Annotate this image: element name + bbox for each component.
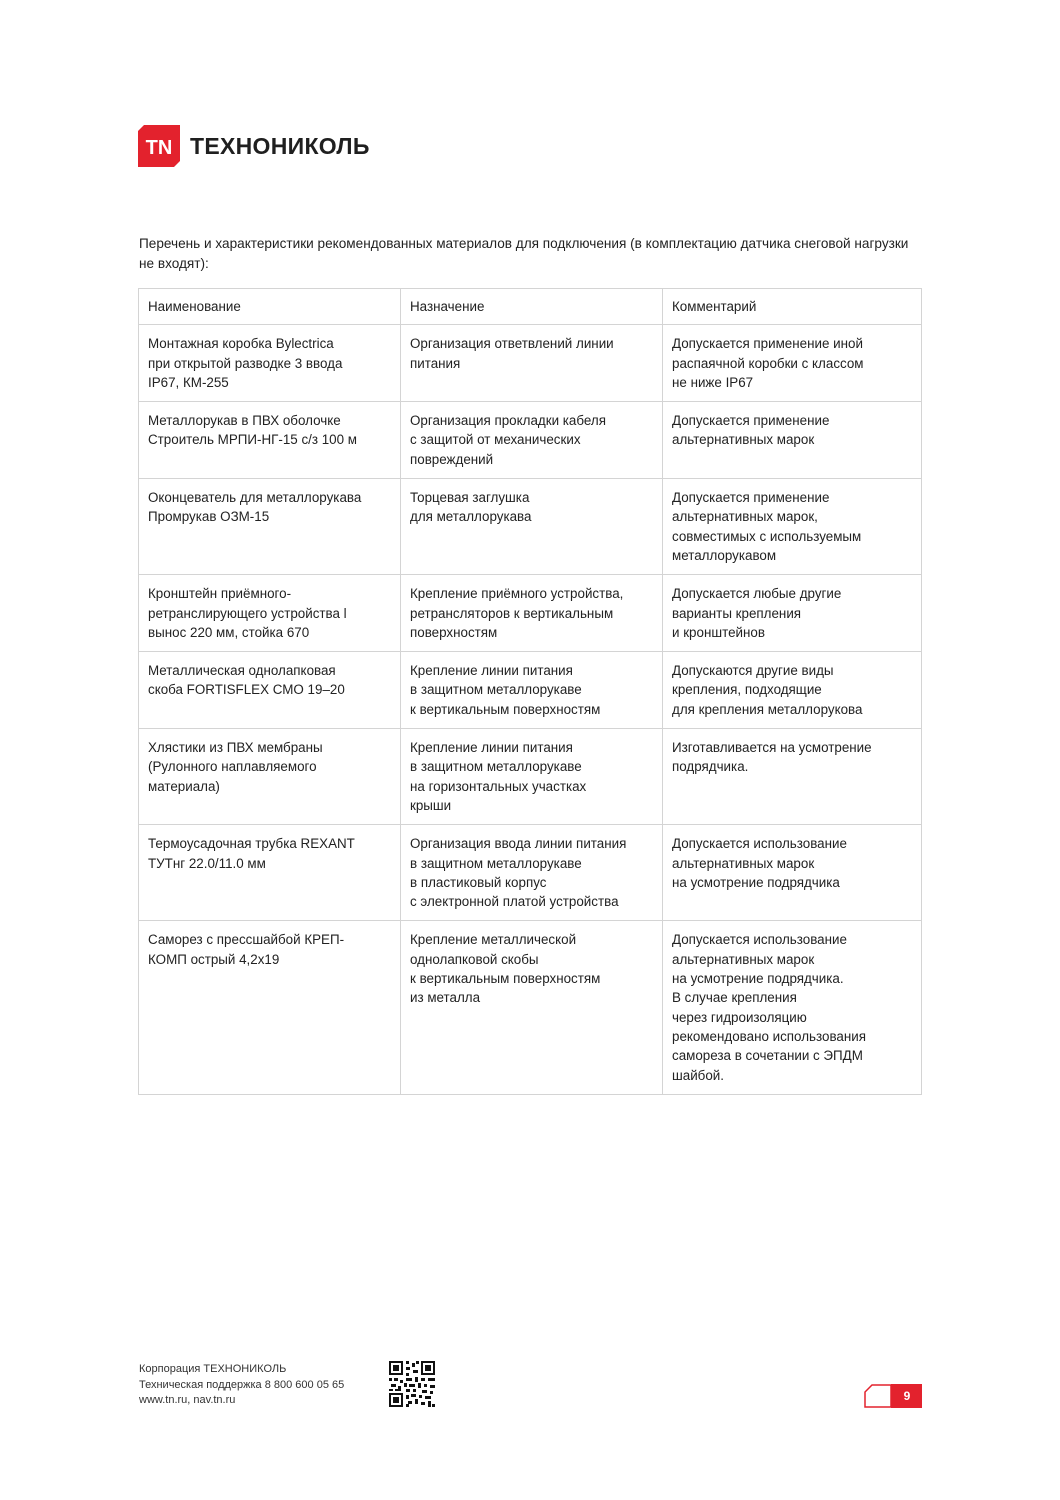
qr-code-icon[interactable] bbox=[389, 1361, 435, 1407]
intro-text: Перечень и характеристики рекомендованных материалов для подключения (в комплектацию датчика снеговой нагрузки не входят): bbox=[139, 236, 909, 271]
table-row bbox=[139, 825, 922, 921]
footer-websites[interactable]: www.tn.ru, nav.tn.ru bbox=[139, 1394, 236, 1406]
cell-purpose: Крепление приёмного устройства, ретрансляторов к вертикальным поверхностям bbox=[401, 575, 663, 652]
footer-contacts bbox=[139, 1362, 344, 1409]
cell-comment: Допускается использование альтернативных марок на усмотрение подрядчика. В случае крепления через гидроизоляцию рекомендовано использования самореза в сочетании с ЭПДМ шайбой. bbox=[663, 921, 922, 1094]
table-row bbox=[139, 402, 922, 479]
materials-table bbox=[138, 288, 922, 1095]
table-row bbox=[139, 729, 922, 825]
cell-name: Монтажная коробка Bylectrica при открытой разводке 3 ввода IP67, КМ-255 bbox=[139, 325, 401, 402]
cell-name: Металлорукав в ПВХ оболочке Строитель МРПИ-НГ-15 с/з 100 м bbox=[139, 402, 401, 479]
cell-purpose: Организация прокладки кабеля с защитой от механических повреждений bbox=[401, 402, 663, 479]
header-name: Наименование bbox=[139, 289, 401, 325]
table-header-row bbox=[139, 289, 922, 325]
cell-purpose: Организация ответвлений линии питания bbox=[401, 325, 663, 402]
cell-comment: Допускается применение альтернативных марок, совместимых с используемым металлорукавом bbox=[663, 479, 922, 575]
footer-support-phone: Техническая поддержка 8 800 600 05 65 bbox=[139, 1378, 345, 1391]
brand-name: ТЕХНОНИКОЛЬ bbox=[190, 132, 370, 159]
cell-purpose: Крепление металлической однолапковой скобы к вертикальным поверхностям из металла bbox=[401, 921, 663, 1094]
cell-name: Кронштейн приёмного- ретранслирующего устройства l вынос 220 мм, стойка 670 bbox=[139, 575, 401, 652]
cell-comment: Допускается применение иной распаячной коробки с классом не ниже IP67 bbox=[663, 325, 922, 402]
table-row bbox=[139, 921, 922, 1094]
table-row bbox=[139, 479, 922, 575]
brand-logo bbox=[138, 125, 370, 167]
brand-mark-icon bbox=[138, 125, 180, 167]
cell-name: Хлястики из ПВХ мембраны (Рулонного наплавляемого материала) bbox=[139, 729, 401, 825]
cell-name: Металлическая однолапковая скоба FORTISFLEX СМО 19–20 bbox=[139, 652, 401, 729]
cell-name: Саморез с прессшайбой КРЕП- КОМП острый 4,2х19 bbox=[139, 921, 401, 1094]
cell-comment: Допускается применение альтернативных марок bbox=[663, 402, 922, 479]
cell-comment: Изготавливается на усмотрение подрядчика. bbox=[663, 729, 922, 825]
cell-name: Термоусадочная трубка REXANT ТУТнг 22.0/11.0 мм bbox=[139, 825, 401, 921]
cell-comment: Допускается использование альтернативных марок на усмотрение подрядчика bbox=[663, 825, 922, 921]
table-row bbox=[139, 325, 922, 402]
cell-purpose: Крепление линии питания в защитном металлорукаве на горизонтальных участках крыши bbox=[401, 729, 663, 825]
cell-comment: Допускается любые другие варианты крепления и кронштейнов bbox=[663, 575, 922, 652]
header-comment: Комментарий bbox=[663, 289, 922, 325]
cell-name: Оконцеватель для металлорукава Промрукав ОЗМ-15 bbox=[139, 479, 401, 575]
table-row bbox=[139, 652, 922, 729]
footer-company: Корпорация ТЕХНОНИКОЛЬ bbox=[139, 1363, 287, 1375]
svg-text:TN: TN bbox=[145, 137, 173, 159]
cell-purpose: Торцевая заглушка для металлорукава bbox=[401, 479, 663, 575]
cell-purpose: Крепление линии питания в защитном металлорукаве к вертикальным поверхностям bbox=[401, 652, 663, 729]
table-row bbox=[139, 575, 922, 652]
cell-comment: Допускаются другие виды крепления, подходящие для крепления металлорукова bbox=[663, 652, 922, 729]
cell-purpose: Организация ввода линии питания в защитном металлорукаве в пластиковый корпус с электронной платой устройства bbox=[401, 825, 663, 921]
header-purpose: Назначение bbox=[401, 289, 663, 325]
page-number: 9 bbox=[903, 1389, 911, 1403]
